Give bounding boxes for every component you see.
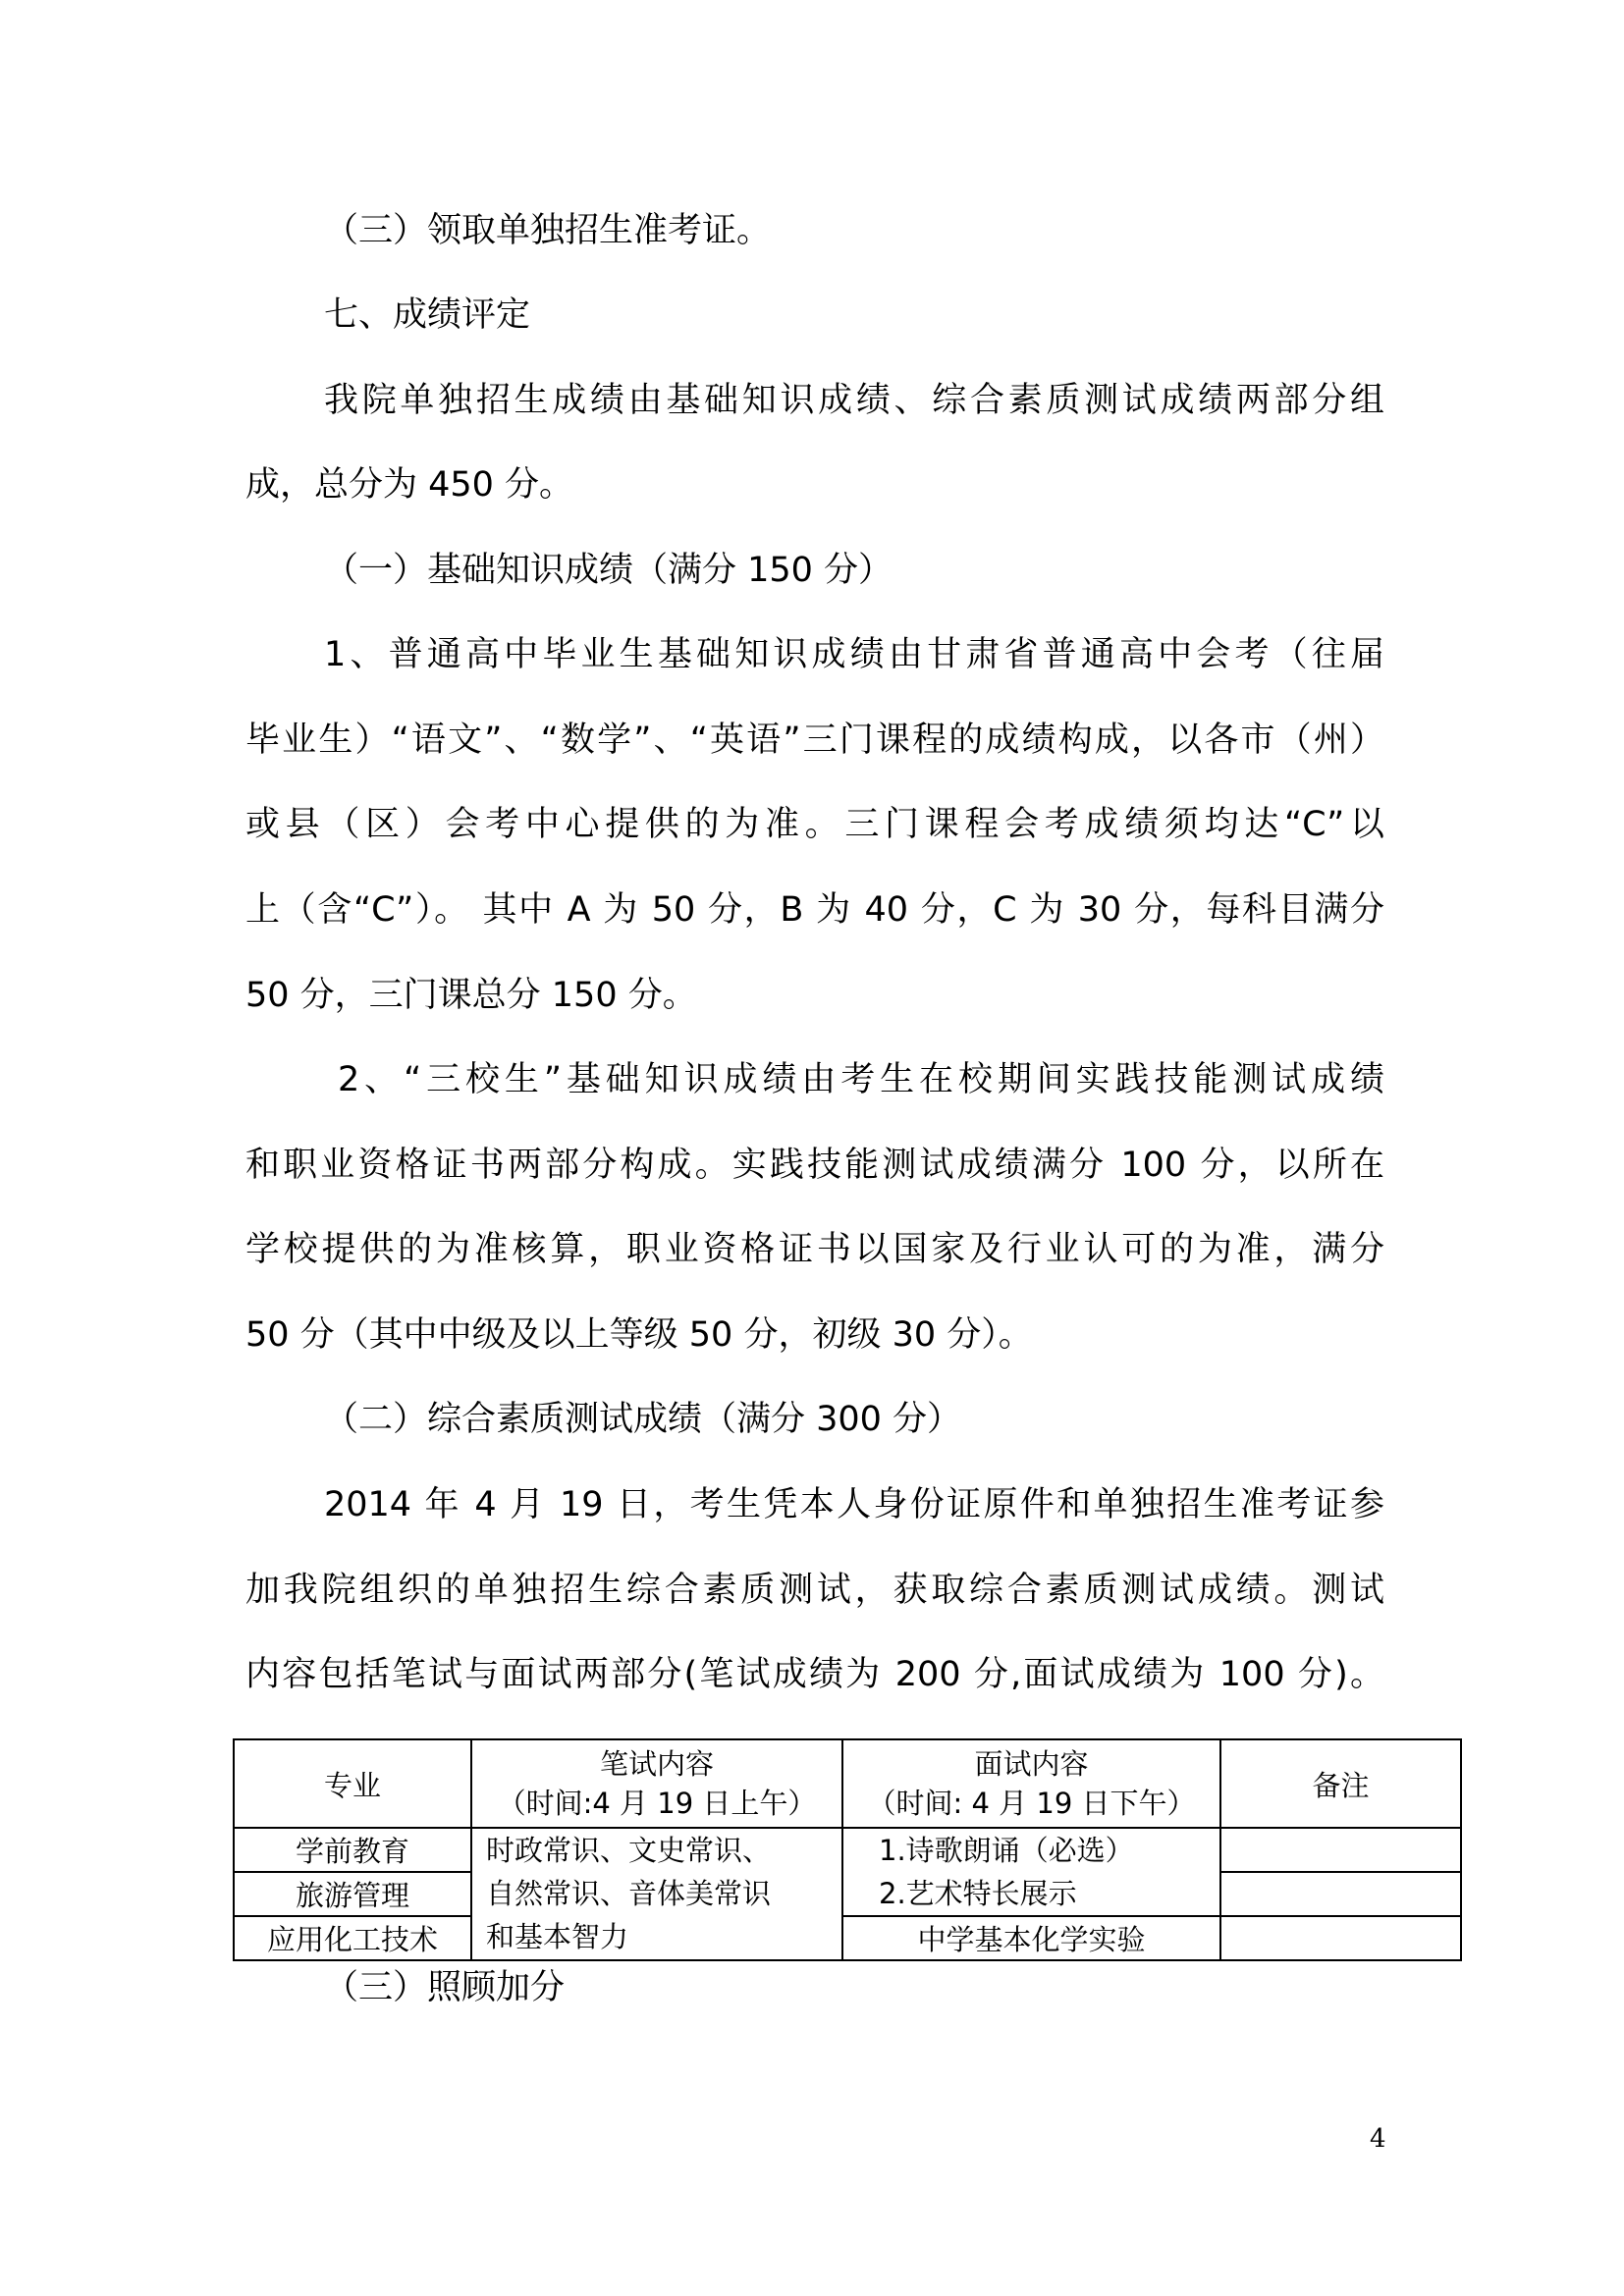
written-content-cell — [471, 1828, 842, 1960]
paragraph-highschool-line4: 上（含“C”）。 其中 A 为 50 分，B 为 40 分，C 为 30 分，每科目满分 — [245, 890, 1384, 930]
paragraph-highschool-line3: 或县（区）会考中心提供的为准。三门课程会考成绩须均达“C”以 — [245, 805, 1384, 844]
paragraph-total-score-line2: 成，总分为 450 分。 — [245, 465, 574, 505]
remarks-cell — [1220, 1828, 1461, 1872]
written-content-line: 和基本智力 — [486, 1920, 629, 1953]
paragraph-highschool-line2: 毕业生）“语文”、“数学”、“英语”三门课程的成绩构成，以各市（州） — [245, 721, 1384, 760]
subheading-bonus-points: （三）照顾加分 — [324, 1968, 566, 2007]
paragraph-collect-admission-ticket: （三）领取单独招生准考证。 — [324, 211, 772, 250]
major-cell: 学前教育 — [234, 1828, 471, 1872]
header-major: 专业 — [234, 1739, 471, 1828]
paragraph-three-school-line4: 50 分（其中中级及以上等级 50 分，初级 30 分）。 — [245, 1315, 1033, 1355]
header-written-title: 笔试内容 — [599, 1747, 714, 1781]
interview-content-cell: 中学基本化学实验 — [842, 1916, 1220, 1960]
header-remarks: 备注 — [1220, 1739, 1461, 1828]
paragraph-test-date-line1: 2014 年 4 月 19 日，考生凭本人身份证原件和单独招生准考证参 — [324, 1485, 1384, 1524]
header-interview-time: （时间: 4 月 19 日下午） — [867, 1787, 1196, 1820]
paragraph-three-school-line2: 和职业资格证书两部分构成。实践技能测试成绩满分 100 分，以所在 — [245, 1146, 1384, 1185]
paragraph-highschool-line5: 50 分，三门课总分 150 分。 — [245, 976, 697, 1015]
header-interview — [842, 1739, 1220, 1828]
table-header-row — [234, 1739, 1461, 1828]
test-content-table — [233, 1738, 1462, 1961]
page-number: 4 — [1370, 2124, 1386, 2154]
remarks-cell — [1220, 1872, 1461, 1916]
table-row — [234, 1828, 1461, 1872]
subheading-comprehensive-test: （二）综合素质测试成绩（满分 300 分） — [324, 1400, 962, 1439]
paragraph-test-date-line2: 加我院组织的单独招生综合素质测试，获取综合素质测试成绩。测试 — [245, 1571, 1384, 1610]
paragraph-test-date-line3: 内容包括笔试与面试两部分(笔试成绩为 200 分,面试成绩为 100 分)。 — [245, 1655, 1384, 1694]
remarks-cell — [1220, 1916, 1461, 1960]
header-written-time: （时间:4 月 19 日上午） — [497, 1787, 817, 1820]
major-cell: 应用化工技术 — [234, 1916, 471, 1960]
subheading-basic-knowledge: （一）基础知识成绩（满分 150 分） — [324, 551, 893, 590]
section-heading-score-evaluation: 七、成绩评定 — [324, 295, 531, 335]
paragraph-three-school-line1: 2、“三校生”基础知识成绩由考生在校期间实践技能测试成绩 — [338, 1060, 1384, 1099]
paragraph-total-score-line1: 我院单独招生成绩由基础知识成绩、综合素质测试成绩两部分组 — [324, 381, 1384, 420]
paragraph-three-school-line3: 学校提供的为准核算，职业资格证书以国家及行业认可的为准，满分 — [245, 1230, 1384, 1269]
major-cell: 旅游管理 — [234, 1872, 471, 1916]
paragraph-highschool-line1: 1、普通高中毕业生基础知识成绩由甘肃省普通高中会考（往届 — [324, 635, 1384, 674]
interview-content-line: 2.艺术特长展示 — [879, 1877, 1077, 1910]
header-written — [471, 1739, 842, 1828]
written-content-line: 时政常识、文史常识、 — [486, 1834, 772, 1867]
table-row — [234, 1916, 1461, 1960]
interview-content-cell — [842, 1828, 1220, 1916]
header-interview-title: 面试内容 — [974, 1747, 1089, 1781]
written-content-line: 自然常识、音体美常识 — [486, 1877, 772, 1910]
interview-content-line: 1.诗歌朗诵（必选） — [879, 1834, 1134, 1867]
